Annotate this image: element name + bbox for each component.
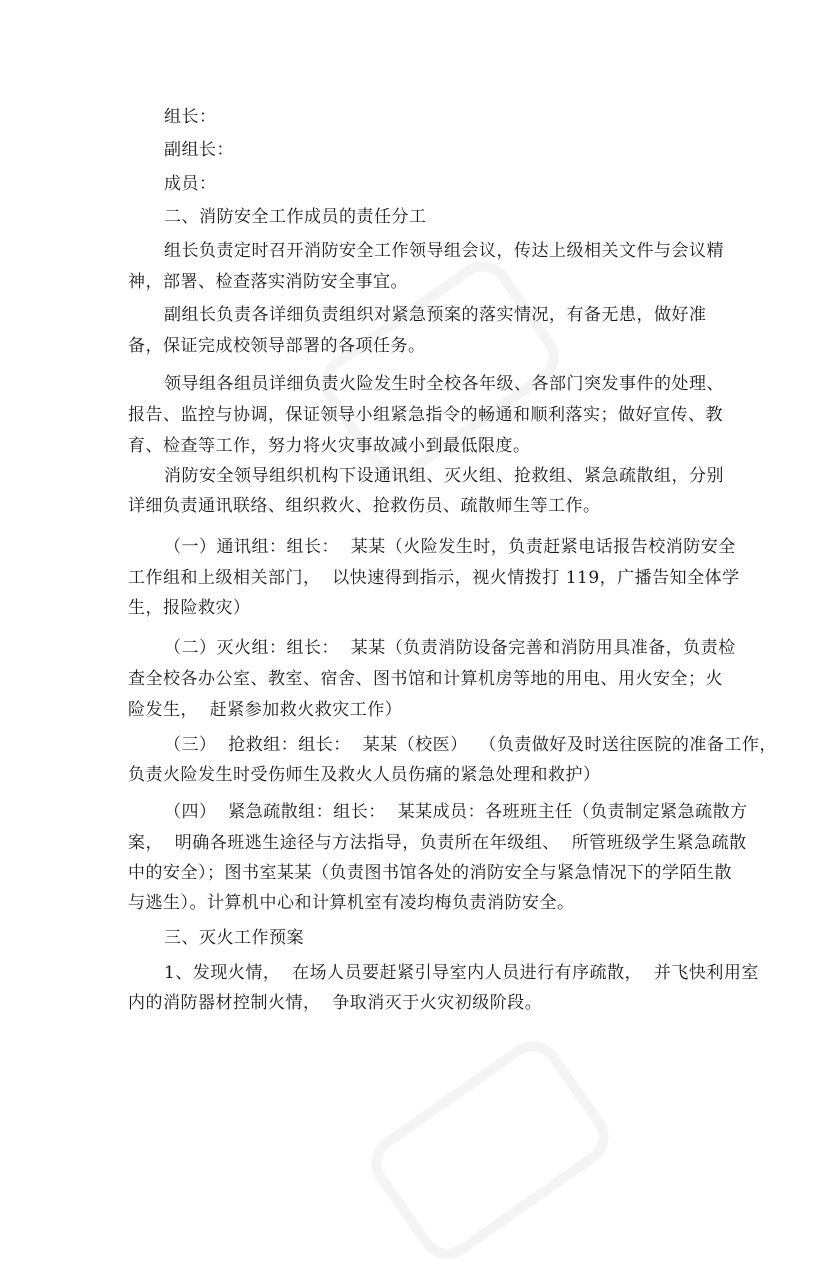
doc-line: 详细负责通讯联络、组织救火、抢救伤员、疏散师生等工作。: [128, 496, 601, 516]
doc-line: 育、检查等工作，努力将火灾事故减小到最低限度。: [128, 436, 531, 456]
doc-line: （三） 抢救组：组长： 某某（校医） （负责做好及时送往医院的准备工作，: [164, 735, 777, 755]
doc-line: 神，部署、检查落实消防安全事宜。: [128, 272, 408, 292]
doc-line: 领导组各组员详细负责火险发生时全校各年级、各部门突发事件的处理、: [164, 374, 724, 394]
doc-line: 报告、监控与协调，保证领导小组紧急指令的畅通和顺利落实；做好宣传、教: [128, 405, 723, 425]
doc-line: （一）通讯组：组长： 某某（火险发生时，负责赶紧电话报告校消防安全: [164, 537, 736, 557]
doc-line: 成员：: [164, 174, 217, 194]
section-heading: 三、灭火工作预案: [164, 928, 304, 948]
doc-line: 与逃生）。计算机中心和计算机室有凌均梅负责消防安全。: [128, 893, 575, 913]
doc-line: （二）灭火组：组长： 某某（负责消防设备完善和消防用具准备，负责检: [164, 638, 736, 658]
watermark-icon: [360, 1030, 621, 1270]
doc-line: 1、发现火情， 在场人员要赶紧引导室内人员进行有序疏散， 并飞快利用室: [164, 963, 759, 983]
doc-line: 查全校各办公室、教室、宿舍、图书馆和计算机房等地的用电、用火安全；火: [128, 669, 723, 689]
doc-line: 生，报险救灾）: [128, 598, 251, 618]
doc-line: 险发生， 赶紧参加救火救灾工作）: [128, 700, 403, 720]
doc-line: （四） 紧急疏散组：组长： 某某成员：各班班主任（负责制定紧急疏散方: [164, 802, 748, 822]
doc-line: 备，保证完成校领导部署的各项任务。: [128, 336, 426, 356]
doc-line: 案， 明确各班逃生途径与方法指导，负责所在年级组、 所管班级学生紧急疏散: [128, 833, 747, 853]
section-heading: 二、消防安全工作成员的责任分工: [164, 207, 427, 227]
doc-line: 内的消防器材控制火情， 争取消灭于火灾初级阶段。: [128, 993, 543, 1013]
doc-line: 工作组和上级相关部门， 以快速得到指示，视火情拨打 119，广播告知全体学: [128, 568, 740, 588]
doc-line: 副组长：: [164, 140, 234, 160]
doc-line: 消防安全领导组织机构下设通讯组、灭火组、抢救组、紧急疏散组，分别: [164, 466, 724, 486]
doc-line: 中的安全）；图书室某某（负责图书馆各处的消防安全与紧急情况下的学陌生散: [128, 863, 732, 883]
doc-line: 组长负责定时召开消防安全工作领导组会议，传达上级相关文件与会议精: [164, 241, 724, 261]
doc-line: 负责火险发生时受伤师生及救火人员伤痛的紧急处理和救护）: [128, 765, 601, 785]
doc-line: 组长：: [164, 107, 217, 127]
doc-line: 副组长负责各详细负责组织对紧急预案的落实情况，有备无患，做好准: [164, 305, 707, 325]
